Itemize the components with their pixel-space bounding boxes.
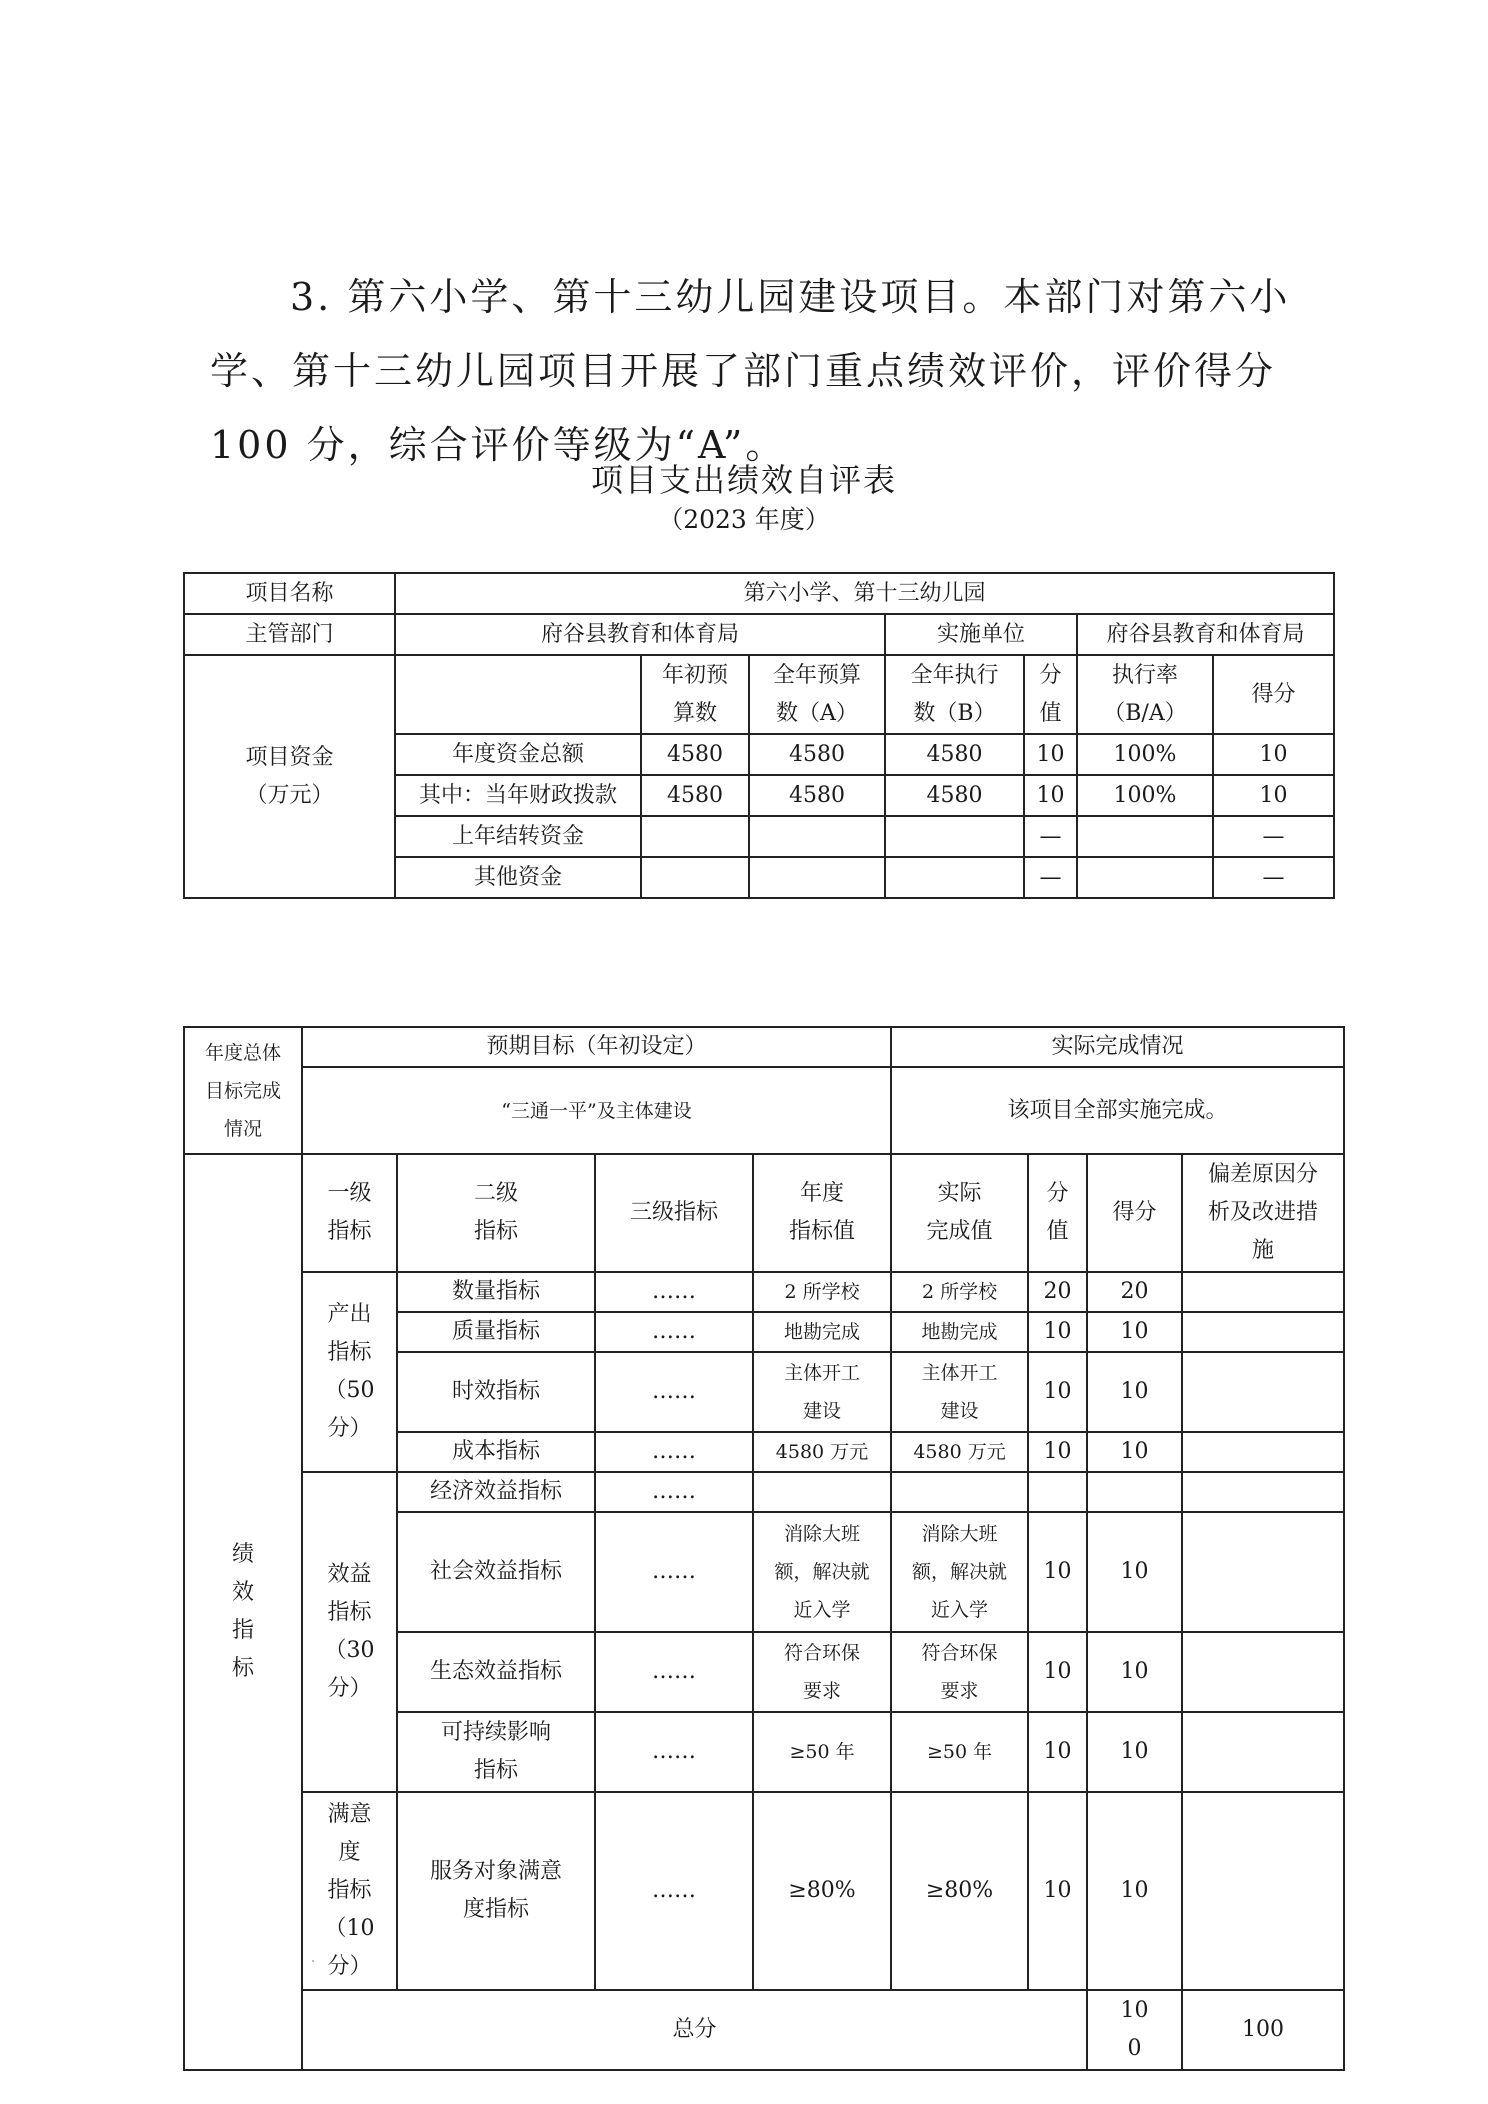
indicator-target: 消除大班 额，解决就 近入学	[753, 1512, 891, 1632]
indicator-score: 10	[1087, 1712, 1182, 1792]
indicator-points: 10	[1028, 1792, 1087, 1990]
goals-actual-value: 该项目全部实施完成。	[891, 1067, 1344, 1154]
indicator-score: 20	[1087, 1272, 1182, 1312]
indicator-analysis	[1182, 1272, 1344, 1312]
indicator-name: 可持续影响 指标	[397, 1712, 595, 1792]
indicator-points: 10	[1028, 1632, 1087, 1712]
indicator-row	[184, 1272, 1344, 1312]
indicator-target: 4580 万元	[753, 1432, 891, 1472]
indicator-name: 经济效益指标	[397, 1472, 595, 1512]
indicator-analysis	[1182, 1712, 1344, 1792]
funds-row-points: 10	[1024, 775, 1077, 816]
goals-actual-header: 实际完成情况	[891, 1027, 1344, 1067]
impl-value: 府谷县教育和体育局	[1077, 614, 1334, 655]
header-points: 分 值	[1028, 1154, 1087, 1272]
goals-label: 年度总体 目标完成 情况	[184, 1027, 302, 1154]
indicator-points: 20	[1028, 1272, 1087, 1312]
indicator-actual: 主体开工 建设	[891, 1352, 1028, 1432]
funds-row-annual	[749, 857, 885, 898]
funds-row-score: 10	[1213, 775, 1334, 816]
indicator-actual: 4580 万元	[891, 1432, 1028, 1472]
funds-row-executed: 4580	[885, 734, 1024, 775]
indicator-score: 10	[1087, 1312, 1182, 1352]
indicator-analysis	[1182, 1792, 1344, 1990]
dept-value: 府谷县教育和体育局	[395, 614, 885, 655]
indicator-name: 成本指标	[397, 1432, 595, 1472]
header-target: 年度 指标值	[753, 1154, 891, 1272]
intro-line-2: 学、第十三幼儿园项目开展了部门重点绩效评价，评价得分	[210, 349, 1277, 393]
header-level2: 二级 指标	[397, 1154, 595, 1272]
indicator-analysis	[1182, 1512, 1344, 1632]
total-points: 10 0	[1087, 1990, 1182, 2070]
indicator-name: 服务对象满意 度指标	[397, 1792, 595, 1990]
intro-paragraph	[210, 260, 1291, 482]
funds-table	[183, 572, 1335, 899]
indicator-target: ≥50 年	[753, 1712, 891, 1792]
indicator-target: 符合环保 要求	[753, 1632, 891, 1712]
indicator-score: 10	[1087, 1512, 1182, 1632]
indicator-score: 10	[1087, 1792, 1182, 1990]
funds-row-rate: 100%	[1077, 734, 1213, 775]
indicator-level3: ……	[595, 1632, 753, 1712]
indicator-points: 10	[1028, 1712, 1087, 1792]
funds-header-score: 得分	[1213, 655, 1334, 734]
project-name-label: 项目名称	[184, 573, 395, 614]
indicator-points: 10	[1028, 1512, 1087, 1632]
header-level3: 三级指标	[595, 1154, 753, 1272]
funds-row-score: —	[1213, 816, 1334, 857]
funds-row-points: 10	[1024, 734, 1077, 775]
indicator-level3: ……	[595, 1352, 753, 1432]
funds-header-rate: 执行率 （B/A）	[1077, 655, 1213, 734]
total-score: 100	[1182, 1990, 1344, 2070]
funds-row-points: —	[1024, 816, 1077, 857]
funds-row-score: —	[1213, 857, 1334, 898]
group-label-output: 产出 指标 （50 分）	[302, 1272, 397, 1472]
goals-expected-header: 预期目标（年初设定）	[302, 1027, 891, 1067]
indicator-actual: ≥50 年	[891, 1712, 1028, 1792]
indicator-name: 质量指标	[397, 1312, 595, 1352]
indicator-actual: 符合环保 要求	[891, 1632, 1028, 1712]
funds-row-name: 其他资金	[395, 857, 641, 898]
dept-label: 主管部门	[184, 614, 395, 655]
funds-row-initial	[641, 816, 749, 857]
indicator-target: 地勘完成	[753, 1312, 891, 1352]
indicator-score: 10	[1087, 1632, 1182, 1712]
indicator-points: 10	[1028, 1432, 1087, 1472]
funds-row-annual: 4580	[749, 775, 885, 816]
form-subtitle: （2023 年度）	[658, 505, 830, 534]
indicator-target: ≥80%	[753, 1792, 891, 1990]
indicator-actual: ≥80%	[891, 1792, 1028, 1990]
goals-expected-value: “三通一平”及主体建设	[302, 1067, 891, 1154]
indicator-level3: ……	[595, 1792, 753, 1990]
indicator-points: 10	[1028, 1352, 1087, 1432]
indicator-actual	[891, 1472, 1028, 1512]
indicator-points	[1028, 1472, 1087, 1512]
intro-line-1: 3. 第六小学、第十三幼儿园建设项目。本部门对第六小	[290, 275, 1291, 319]
header-analysis: 偏差原因分 析及改进措 施	[1182, 1154, 1344, 1272]
indicators-section-label: 绩 效 指 标	[184, 1154, 302, 2070]
indicator-analysis	[1182, 1312, 1344, 1352]
funds-header-initial: 年初预 算数	[641, 655, 749, 734]
funds-row-rate	[1077, 857, 1213, 898]
funds-row-initial: 4580	[641, 775, 749, 816]
funds-row-initial: 4580	[641, 734, 749, 775]
indicator-level3: ……	[595, 1472, 753, 1512]
intro-line-3: 100 分，综合评价等级为“A”。	[210, 423, 787, 467]
indicator-target: 主体开工 建设	[753, 1352, 891, 1432]
total-row	[184, 1990, 1344, 2070]
indicator-score	[1087, 1472, 1182, 1512]
funds-row-executed	[885, 816, 1024, 857]
indicator-row	[184, 1792, 1344, 1990]
funds-row-name: 其中：当年财政拨款	[395, 775, 641, 816]
indicator-level3: ……	[595, 1272, 753, 1312]
indicator-analysis	[1182, 1632, 1344, 1712]
indicator-points: 10	[1028, 1312, 1087, 1352]
indicator-level3: ……	[595, 1512, 753, 1632]
indicator-analysis	[1182, 1432, 1344, 1472]
funds-row-annual	[749, 816, 885, 857]
indicator-actual: 2 所学校	[891, 1272, 1028, 1312]
indicator-name: 生态效益指标	[397, 1632, 595, 1712]
total-label: 总分	[302, 1990, 1087, 2070]
indicator-analysis	[1182, 1472, 1344, 1512]
funds-row-rate	[1077, 816, 1213, 857]
funds-row-annual: 4580	[749, 734, 885, 775]
funds-label: 项目资金 （万元）	[184, 655, 395, 898]
indicator-level3: ……	[595, 1432, 753, 1472]
funds-row-name: 年度资金总额	[395, 734, 641, 775]
funds-row-initial	[641, 857, 749, 898]
form-title: 项目支出绩效自评表	[590, 461, 897, 499]
header-score: 得分	[1087, 1154, 1182, 1272]
funds-row-score: 10	[1213, 734, 1334, 775]
funds-header-executed: 全年执行 数（B）	[885, 655, 1024, 734]
header-actual: 实际 完成值	[891, 1154, 1028, 1272]
funds-header-blank	[395, 655, 641, 734]
indicator-score: 10	[1087, 1352, 1182, 1432]
indicator-analysis	[1182, 1352, 1344, 1432]
funds-row-executed	[885, 857, 1024, 898]
impl-label: 实施单位	[885, 614, 1077, 655]
indicator-target: 2 所学校	[753, 1272, 891, 1312]
indicator-level3: ……	[595, 1312, 753, 1352]
funds-row-points: —	[1024, 857, 1077, 898]
indicator-actual: 地勘完成	[891, 1312, 1028, 1352]
scan-speck	[312, 1960, 314, 1962]
indicator-name: 社会效益指标	[397, 1512, 595, 1632]
indicator-name: 数量指标	[397, 1272, 595, 1312]
funds-header-points: 分 值	[1024, 655, 1077, 734]
indicators-table	[183, 1026, 1345, 2071]
funds-header-annual: 全年预算 数（A）	[749, 655, 885, 734]
indicator-row	[184, 1472, 1344, 1512]
indicator-target	[753, 1472, 891, 1512]
group-label-satisfaction: 满意 度 指标 （10 分）	[302, 1792, 397, 1990]
indicator-actual: 消除大班 额，解决就 近入学	[891, 1512, 1028, 1632]
project-name-value: 第六小学、第十三幼儿园	[395, 573, 1334, 614]
header-level1: 一级 指标	[302, 1154, 397, 1272]
indicator-name: 时效指标	[397, 1352, 595, 1432]
funds-row-executed: 4580	[885, 775, 1024, 816]
group-label-benefit: 效益 指标 （30 分）	[302, 1472, 397, 1792]
funds-row-rate: 100%	[1077, 775, 1213, 816]
funds-row-name: 上年结转资金	[395, 816, 641, 857]
indicator-level3: ……	[595, 1712, 753, 1792]
indicator-score: 10	[1087, 1432, 1182, 1472]
